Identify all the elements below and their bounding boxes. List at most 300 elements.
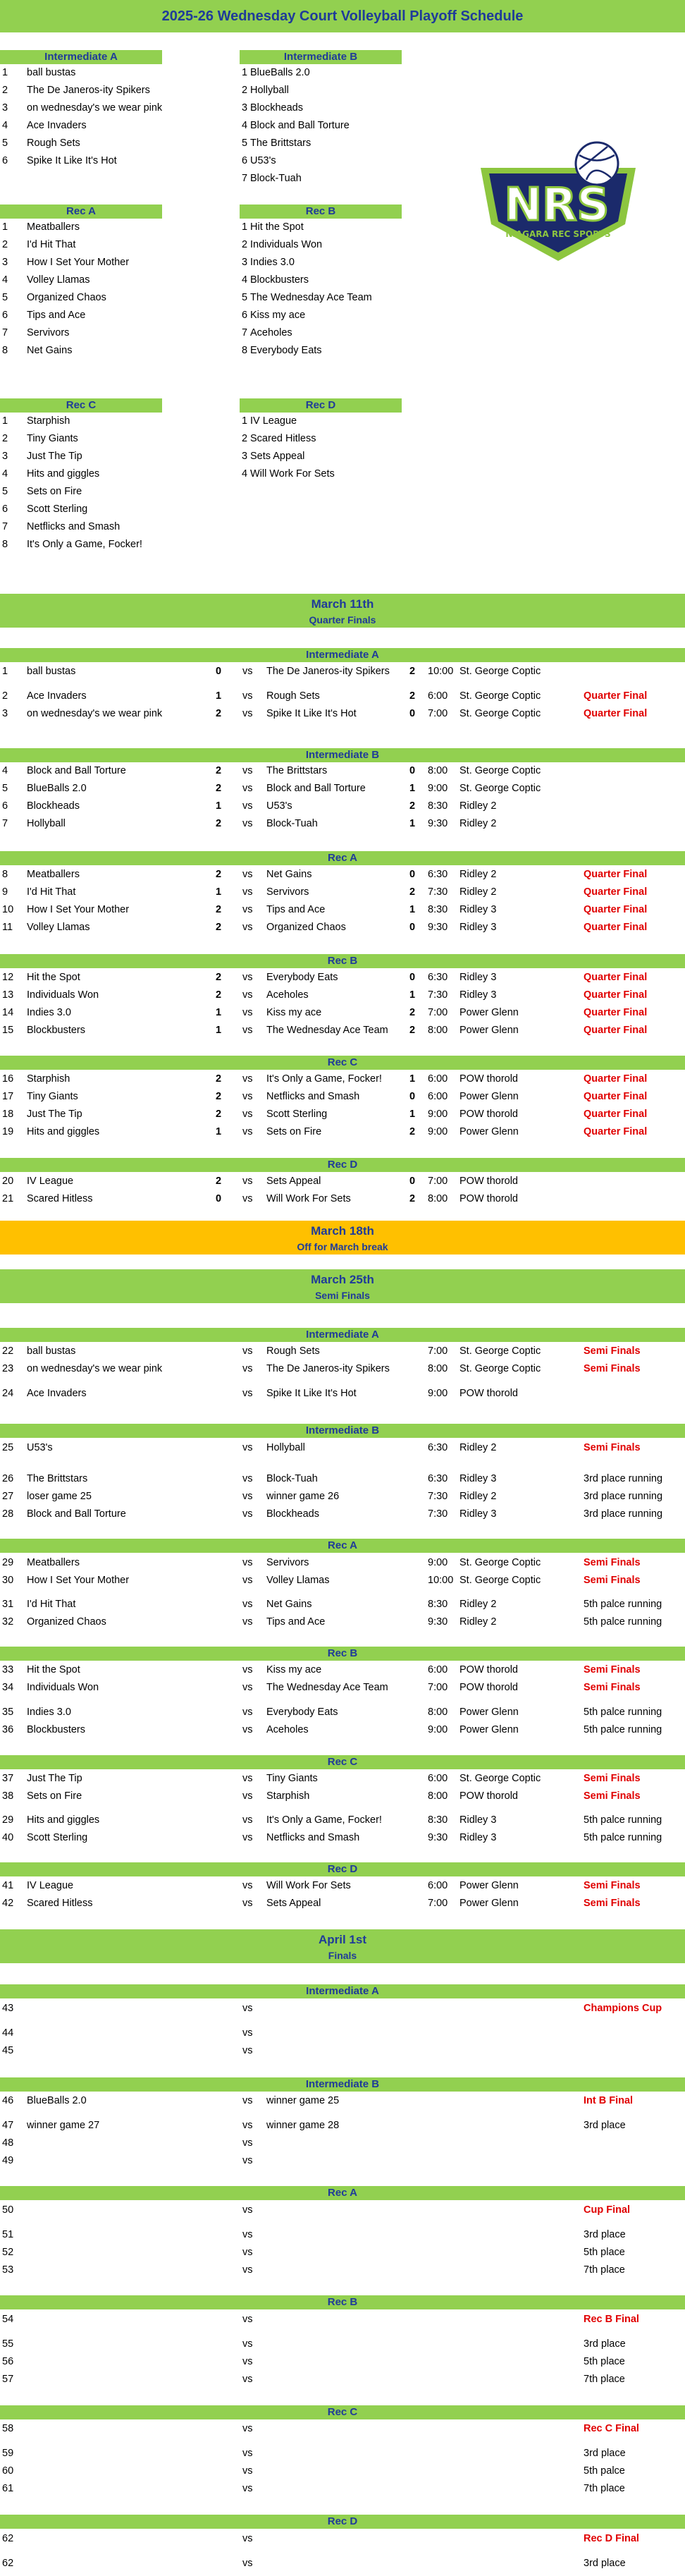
- game-time: 7:00: [428, 1176, 448, 1187]
- game-number: 29: [2, 1557, 14, 1568]
- team-2: Everybody Eats: [266, 1707, 338, 1718]
- game-note: Semi Finals: [584, 1898, 641, 1909]
- date-label: March 25th: [311, 1273, 374, 1286]
- team-1: I'd Hit That: [27, 886, 76, 898]
- seed-number: 4: [242, 468, 248, 480]
- score-2: 2: [409, 1126, 416, 1137]
- team-1: Scared Hitless: [27, 1193, 93, 1204]
- team-1: Individuals Won: [27, 989, 99, 1001]
- game-number: 62: [2, 2533, 14, 2544]
- game-time: 10:00: [428, 1575, 454, 1586]
- game-location: Ridley 2: [459, 1442, 497, 1453]
- seed-team: Organized Chaos: [27, 292, 106, 303]
- score-1: 2: [216, 869, 222, 880]
- game-note: Semi Finals: [584, 1557, 641, 1568]
- seed-header-intB: Intermediate B: [240, 50, 402, 64]
- game-time: 6:30: [428, 1473, 448, 1484]
- score-1: 1: [216, 800, 222, 812]
- score-2: 1: [409, 904, 416, 915]
- vs-label: vs: [242, 869, 253, 880]
- game-note: Champions Cup: [584, 2003, 662, 2014]
- game-note: 3rd place: [584, 2448, 626, 2459]
- game-note: Quarter Final: [584, 972, 648, 983]
- score-2: 0: [409, 922, 416, 933]
- team-2: Volley Llamas: [266, 1575, 330, 1586]
- score-2: 1: [409, 783, 416, 794]
- game-time: 9:00: [428, 1109, 448, 1120]
- section-header-recB: Rec B: [0, 954, 685, 968]
- team-2: Netflicks and Smash: [266, 1091, 360, 1102]
- seed-team: Spike It Like It's Hot: [27, 155, 117, 166]
- seed-number: 5: [2, 486, 8, 497]
- team-2: Block-Tuah: [266, 1473, 318, 1484]
- vs-label: vs: [242, 2356, 253, 2367]
- game-location: Power Glenn: [459, 1025, 519, 1036]
- section-header-recA: Rec A: [0, 851, 685, 865]
- game-location: POW thorold: [459, 1664, 518, 1675]
- game-number: 19: [2, 1126, 14, 1137]
- game-location: Power Glenn: [459, 1091, 519, 1102]
- seed-number: 1: [2, 415, 8, 427]
- game-note: 3rd place: [584, 2558, 626, 2569]
- seed-team: IV League: [250, 415, 297, 427]
- vs-label: vs: [242, 2204, 253, 2216]
- seed-number: 1: [242, 415, 248, 427]
- game-location: St. George Coptic: [459, 1575, 541, 1586]
- game-number: 32: [2, 1616, 14, 1628]
- game-note: Quarter Final: [584, 690, 648, 702]
- seed-number: 6: [2, 155, 8, 166]
- vs-label: vs: [242, 1193, 253, 1204]
- score-2: 2: [409, 690, 416, 702]
- vs-label: vs: [242, 1007, 253, 1018]
- game-time: 8:00: [428, 1025, 448, 1036]
- team-2: Spike It Like It's Hot: [266, 708, 357, 719]
- game-time: 6:30: [428, 869, 448, 880]
- seed-team: Ace Invaders: [27, 120, 87, 131]
- team-2: Hollyball: [266, 1442, 305, 1453]
- vs-label: vs: [242, 2448, 253, 2459]
- vs-label: vs: [242, 2423, 253, 2434]
- seed-team: The Brittstars: [250, 138, 311, 149]
- seed-number: 3: [242, 257, 248, 268]
- seed-number: 5: [2, 292, 8, 303]
- team-1: Blockbusters: [27, 1025, 86, 1036]
- vs-label: vs: [242, 1664, 253, 1675]
- date-bar-march-18: [0, 1221, 685, 1255]
- seed-team: Servivors: [27, 327, 70, 338]
- vs-label: vs: [242, 1073, 253, 1085]
- team-1: Just The Tip: [27, 1773, 82, 1784]
- seed-number: 1: [2, 67, 8, 78]
- game-number: 16: [2, 1073, 14, 1085]
- team-2: Kiss my ace: [266, 1664, 322, 1675]
- game-time: 8:00: [428, 1790, 448, 1802]
- vs-label: vs: [242, 1599, 253, 1610]
- game-time: 10:00: [428, 666, 454, 677]
- vs-label: vs: [242, 1832, 253, 1843]
- section-header-recC: Rec C: [0, 1056, 685, 1070]
- vs-label: vs: [242, 1345, 253, 1357]
- seed-team: Meatballers: [27, 221, 80, 233]
- vs-label: vs: [242, 1442, 253, 1453]
- team-2: Servivors: [266, 886, 309, 898]
- score-2: 0: [409, 708, 416, 719]
- section-header-recA: Rec A: [0, 2186, 685, 2200]
- score-2: 2: [409, 1193, 416, 1204]
- game-time: 6:00: [428, 690, 448, 702]
- round-label: Quarter Finals: [309, 614, 376, 625]
- game-note: Quarter Final: [584, 708, 648, 719]
- seed-number: 3: [2, 257, 8, 268]
- team-1: Meatballers: [27, 869, 80, 880]
- game-number: 47: [2, 2120, 14, 2131]
- game-note: Quarter Final: [584, 1109, 648, 1120]
- seed-team: ball bustas: [27, 67, 76, 78]
- date-label: March 18th: [311, 1224, 374, 1238]
- section-header-recB: Rec B: [0, 1647, 685, 1661]
- vs-label: vs: [242, 2247, 253, 2258]
- score-1: 2: [216, 922, 222, 933]
- vs-label: vs: [242, 2045, 253, 2056]
- seed-team: on wednesday's we wear pink: [27, 102, 163, 114]
- score-2: 1: [409, 1109, 416, 1120]
- team-1: I'd Hit That: [27, 1599, 76, 1610]
- game-time: 7:30: [428, 989, 448, 1001]
- game-location: St. George Coptic: [459, 666, 541, 677]
- team-1: on wednesday's we wear pink: [27, 708, 163, 719]
- game-location: Power Glenn: [459, 1880, 519, 1891]
- game-time: 8:00: [428, 1707, 448, 1718]
- round-label: Semi Finals: [315, 1290, 370, 1301]
- game-note: Semi Finals: [584, 1345, 641, 1357]
- seed-number: 4: [2, 274, 8, 286]
- team-1: loser game 25: [27, 1491, 92, 1502]
- game-number: 13: [2, 989, 14, 1001]
- seed-number: 2: [2, 85, 8, 96]
- score-2: 1: [409, 818, 416, 829]
- section-header-recB: Rec B: [0, 2295, 685, 2309]
- game-location: Ridley 2: [459, 800, 497, 812]
- vs-label: vs: [242, 666, 253, 677]
- game-number: 38: [2, 1790, 14, 1802]
- game-time: 6:00: [428, 1073, 448, 1085]
- game-location: Ridley 3: [459, 922, 497, 933]
- seed-team: Blockheads: [250, 102, 303, 114]
- game-time: 6:00: [428, 1664, 448, 1675]
- game-location: St. George Coptic: [459, 1773, 541, 1784]
- score-2: 0: [409, 765, 416, 776]
- game-time: 8:30: [428, 904, 448, 915]
- game-number: 49: [2, 2155, 14, 2166]
- game-number: 5: [2, 783, 8, 794]
- team-1: Block and Ball Torture: [27, 765, 126, 776]
- score-1: 2: [216, 818, 222, 829]
- score-2: 0: [409, 1091, 416, 1102]
- team-1: ball bustas: [27, 1345, 76, 1357]
- seed-team: BlueBalls 2.0: [250, 67, 310, 78]
- team-1: The Brittstars: [27, 1473, 88, 1484]
- seed-team: Individuals Won: [250, 239, 323, 250]
- vs-label: vs: [242, 1388, 253, 1399]
- vs-label: vs: [242, 690, 253, 702]
- game-note: 7th place: [584, 2483, 625, 2494]
- game-note: Quarter Final: [584, 1126, 648, 1137]
- score-1: 2: [216, 1176, 222, 1187]
- vs-label: vs: [242, 1814, 253, 1826]
- page-title: 2025-26 Wednesday Court Volleyball Playoff Schedule: [0, 0, 685, 32]
- game-time: 7:00: [428, 1682, 448, 1693]
- team-1: Blockheads: [27, 800, 80, 812]
- score-1: 2: [216, 972, 222, 983]
- nrs-logo: [474, 141, 643, 261]
- game-number: 26: [2, 1473, 14, 1484]
- seed-team: Will Work For Sets: [250, 468, 335, 480]
- game-note: 5th palce running: [584, 1832, 662, 1843]
- seed-number: 6: [242, 155, 248, 166]
- team-1: Individuals Won: [27, 1682, 99, 1693]
- vs-label: vs: [242, 1880, 253, 1891]
- team-1: Meatballers: [27, 1557, 80, 1568]
- vs-label: vs: [242, 1109, 253, 1120]
- section-header-recD: Rec D: [0, 1158, 685, 1172]
- vs-label: vs: [242, 989, 253, 1001]
- game-note: 5th palce running: [584, 1599, 662, 1610]
- team-1: Starphish: [27, 1073, 70, 1085]
- seed-header-recB: Rec B: [240, 205, 402, 219]
- game-time: 8:00: [428, 1363, 448, 1374]
- team-2: Rough Sets: [266, 690, 320, 702]
- game-note: Quarter Final: [584, 1007, 648, 1018]
- section-header-intB: Intermediate B: [0, 748, 685, 762]
- game-time: 6:30: [428, 1442, 448, 1453]
- team-2: It's Only a Game, Focker!: [266, 1814, 382, 1826]
- game-time: 8:30: [428, 800, 448, 812]
- game-time: 6:00: [428, 1091, 448, 1102]
- seed-number: 1: [2, 221, 8, 233]
- game-number: 15: [2, 1025, 14, 1036]
- game-note: 3rd place: [584, 2229, 626, 2240]
- seed-number: 7: [242, 173, 248, 184]
- vs-label: vs: [242, 1363, 253, 1374]
- team-1: Scott Sterling: [27, 1832, 88, 1843]
- score-2: 0: [409, 972, 416, 983]
- game-number: 48: [2, 2137, 14, 2149]
- game-number: 61: [2, 2483, 14, 2494]
- team-2: winner game 25: [266, 2095, 340, 2106]
- game-note: 5th palce running: [584, 1616, 662, 1628]
- seed-number: 4: [242, 120, 248, 131]
- vs-label: vs: [242, 1575, 253, 1586]
- score-2: 1: [409, 1073, 416, 1085]
- game-location: Ridley 3: [459, 1473, 497, 1484]
- seed-team: How I Set Your Mother: [27, 257, 130, 268]
- game-time: 9:00: [428, 1126, 448, 1137]
- seed-team: The Wednesday Ace Team: [250, 292, 372, 303]
- game-note: 5th place: [584, 2356, 625, 2367]
- vs-label: vs: [242, 1025, 253, 1036]
- team-2: Kiss my ace: [266, 1007, 322, 1018]
- seed-team: Block and Ball Torture: [250, 120, 350, 131]
- team-1: Block and Ball Torture: [27, 1508, 126, 1520]
- seed-number: 3: [2, 451, 8, 462]
- team-2: Organized Chaos: [266, 922, 346, 933]
- game-number: 36: [2, 1724, 14, 1735]
- score-2: 2: [409, 666, 416, 677]
- section-header-recD: Rec D: [0, 1862, 685, 1876]
- score-1: 2: [216, 904, 222, 915]
- game-time: 7:30: [428, 1508, 448, 1520]
- game-number: 12: [2, 972, 14, 983]
- vs-label: vs: [242, 708, 253, 719]
- seed-number: 2: [2, 239, 8, 250]
- game-note: Semi Finals: [584, 1664, 641, 1675]
- game-location: Ridley 3: [459, 989, 497, 1001]
- game-note: Cup Final: [584, 2204, 631, 2216]
- date-bar-march-25: [0, 1269, 685, 1303]
- team-2: The Wednesday Ace Team: [266, 1025, 388, 1036]
- game-number: 10: [2, 904, 14, 915]
- game-note: Quarter Final: [584, 869, 648, 880]
- team-2: It's Only a Game, Focker!: [266, 1073, 382, 1085]
- section-header-intA: Intermediate A: [0, 648, 685, 662]
- game-number: 40: [2, 1832, 14, 1843]
- game-number: 51: [2, 2229, 14, 2240]
- team-2: Aceholes: [266, 1724, 309, 1735]
- seed-team: Hit the Spot: [250, 221, 304, 233]
- vs-label: vs: [242, 1773, 253, 1784]
- game-location: St. George Coptic: [459, 1363, 541, 1374]
- game-note: Quarter Final: [584, 886, 648, 898]
- vs-label: vs: [242, 2483, 253, 2494]
- score-1: 2: [216, 1091, 222, 1102]
- score-1: 1: [216, 1025, 222, 1036]
- section-header-intA: Intermediate A: [0, 1328, 685, 1342]
- game-number: 44: [2, 2027, 14, 2039]
- vs-label: vs: [242, 2314, 253, 2325]
- section-header-recC: Rec C: [0, 1755, 685, 1769]
- seed-number: 5: [242, 292, 248, 303]
- vs-label: vs: [242, 1491, 253, 1502]
- game-number: 17: [2, 1091, 14, 1102]
- game-location: POW thorold: [459, 1388, 518, 1399]
- team-1: Ace Invaders: [27, 690, 87, 702]
- game-number: 31: [2, 1599, 14, 1610]
- game-note: Rec D Final: [584, 2533, 639, 2544]
- seed-team: It's Only a Game, Focker!: [27, 539, 142, 550]
- seed-team: Hollyball: [250, 85, 289, 96]
- team-1: Ace Invaders: [27, 1388, 87, 1399]
- vs-label: vs: [242, 800, 253, 812]
- seed-header-recC: Rec C: [0, 398, 162, 413]
- game-number: 14: [2, 1007, 14, 1018]
- game-time: 9:30: [428, 1832, 448, 1843]
- team-1: IV League: [27, 1880, 74, 1891]
- team-2: Netflicks and Smash: [266, 1832, 360, 1843]
- game-number: 29: [2, 1814, 14, 1826]
- seed-number: 8: [2, 345, 8, 356]
- game-note: Rec B Final: [584, 2314, 639, 2325]
- seed-team: I'd Hit That: [27, 239, 76, 250]
- game-number: 53: [2, 2264, 14, 2276]
- score-1: 1: [216, 1007, 222, 1018]
- volleyball-icon: [576, 142, 618, 185]
- seed-team: Block-Tuah: [250, 173, 302, 184]
- seed-team: Netflicks and Smash: [27, 521, 121, 532]
- seed-team: Volley Llamas: [27, 274, 90, 286]
- vs-label: vs: [242, 1557, 253, 1568]
- game-location: St. George Coptic: [459, 1557, 541, 1568]
- team-2: Starphish: [266, 1790, 310, 1802]
- team-2: Tips and Ace: [266, 904, 326, 915]
- vs-label: vs: [242, 2558, 253, 2569]
- game-location: POW thorold: [459, 1109, 518, 1120]
- seed-number: 8: [2, 539, 8, 550]
- vs-label: vs: [242, 1790, 253, 1802]
- game-number: 30: [2, 1575, 14, 1586]
- vs-label: vs: [242, 1616, 253, 1628]
- game-location: POW thorold: [459, 1682, 518, 1693]
- game-location: Ridley 2: [459, 869, 497, 880]
- vs-label: vs: [242, 922, 253, 933]
- game-note: Quarter Final: [584, 922, 648, 933]
- seed-number: 7: [2, 327, 8, 338]
- team-1: How I Set Your Mother: [27, 904, 130, 915]
- team-1: Tiny Giants: [27, 1091, 78, 1102]
- team-2: Block-Tuah: [266, 818, 318, 829]
- score-2: 2: [409, 800, 416, 812]
- game-location: POW thorold: [459, 1073, 518, 1085]
- seed-team: Starphish: [27, 415, 70, 427]
- vs-label: vs: [242, 783, 253, 794]
- vs-label: vs: [242, 2137, 253, 2149]
- game-number: 55: [2, 2338, 14, 2350]
- game-time: 7:00: [428, 1007, 448, 1018]
- game-note: Semi Finals: [584, 1880, 641, 1891]
- game-number: 43: [2, 2003, 14, 2014]
- game-number: 2: [2, 690, 8, 702]
- game-location: Ridley 3: [459, 1832, 497, 1843]
- team-1: BlueBalls 2.0: [27, 2095, 87, 2106]
- game-note: Quarter Final: [584, 1073, 648, 1085]
- score-1: 1: [216, 690, 222, 702]
- game-note: Semi Finals: [584, 1790, 641, 1802]
- seed-number: 7: [2, 521, 8, 532]
- game-number: 11: [2, 922, 13, 933]
- team-1: Organized Chaos: [27, 1616, 106, 1628]
- section-header-intB: Intermediate B: [0, 1424, 685, 1438]
- team-2: winner game 28: [266, 2120, 340, 2131]
- seed-number: 3: [242, 451, 248, 462]
- date-label: April 1st: [318, 1933, 367, 1946]
- team-1: Sets on Fire: [27, 1790, 82, 1802]
- score-1: 0: [216, 1193, 222, 1204]
- team-1: Volley Llamas: [27, 922, 90, 933]
- seed-number: 2: [242, 85, 248, 96]
- game-number: 45: [2, 2045, 14, 2056]
- seed-team: Tiny Giants: [27, 433, 78, 444]
- seed-team: Blockbusters: [250, 274, 309, 286]
- game-location: POW thorold: [459, 1176, 518, 1187]
- vs-label: vs: [242, 1176, 253, 1187]
- score-2: 2: [409, 886, 416, 898]
- game-location: Power Glenn: [459, 1707, 519, 1718]
- vs-label: vs: [242, 2120, 253, 2131]
- seed-team: U53's: [250, 155, 276, 166]
- game-time: 9:00: [428, 1557, 448, 1568]
- seed-team: Tips and Ace: [27, 310, 86, 321]
- game-note: Semi Finals: [584, 1442, 641, 1453]
